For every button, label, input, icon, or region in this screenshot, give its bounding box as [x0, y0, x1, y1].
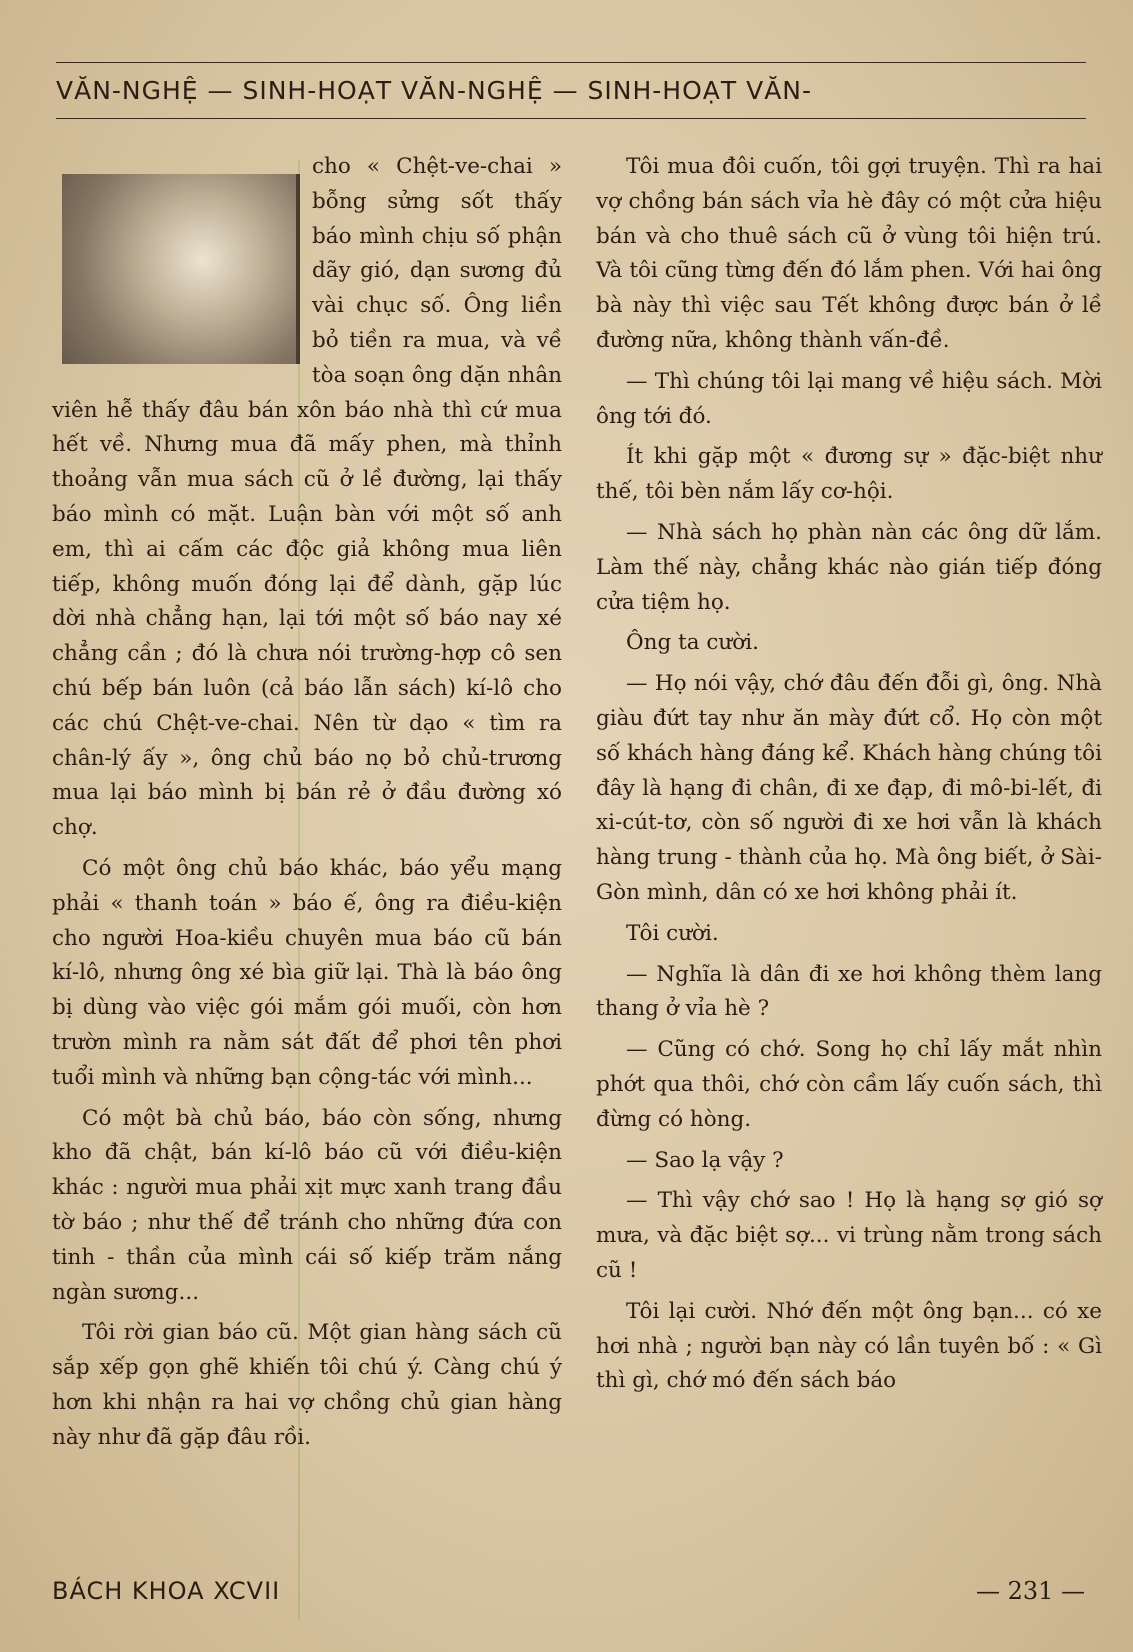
left-paragraph-4: Tôi rời gian báo cũ. Một gian hàng sách cũ sắp xếp gọn ghẽ khiến tôi chú ý. Càng chú ý hơn khi nhận ra hai vợ chồng chủ gian hàng này như đã gặp đâu rồi.	[52, 1320, 562, 1450]
publication-name: BÁCH KHOA XCVII	[52, 1577, 281, 1605]
header-rule	[56, 118, 1086, 119]
left-column	[52, 150, 562, 1455]
right-paragraph-8: — Nghĩa là dân đi xe hơi không thèm lang thang ở vỉa hè ?	[596, 961, 1102, 1022]
right-paragraph-3: Ít khi gặp một « đương sự » đặc-biệt như thế, tôi bèn nắm lấy cơ-hội.	[596, 444, 1102, 505]
right-column	[596, 150, 1102, 1399]
left-paragraph-1: cho « Chệt-ve-chai » bỗng sửng sốt thấy báo mình chịu số phận dãy gió, dạn sương đủ vài chục số. Ông liền bỏ tiền ra mua, và về tòa soạn ông dặn nhân viên hễ thấy đâu bán xôn báo nhà thì cứ mua hết về. Nhưng mua đã mấy phen, mà thỉnh thoảng vẫn mua sách cũ ở lề đường, lại thấy báo mình có mặt. Luận bàn với một số anh em, thì ai cấm các độc giả không mua liên tiếp, không muốn đóng lại để dành, gặp lúc dời nhà chẳng hạn, lại tới một số báo nay xé chẳng cần ; đó là chưa nói trường-hợp cô sen chú bếp bán luôn (cả báo lẫn sách) kí-lô cho các chú Chệt-ve-chai. Nên từ dạo « tìm ra chân-lý ấy », ông chủ báo nọ bỏ chủ-trương mua lại báo mình bị bán rẻ ở đầu đường xó chợ.	[52, 154, 562, 841]
running-header: VĂN-NGHỆ — SINH-HOẠT VĂN-NGHỆ — SINH-HOẠT VĂN-	[56, 76, 813, 105]
left-paragraph-2: Có một ông chủ báo khác, báo yểu mạng phải « thanh toán » báo ế, ông ra điều-kiện cho người Hoa-kiều chuyên mua báo cũ bán kí-lô, nhưng ông xé bìa giữ lại. Thà là báo ông bị dùng vào việc gói mắm gói muối, còn hơn trườn mình ra nằm sát đất để phơi tên phơi tuổi mình và những bạn cộng-tác với mình...	[52, 855, 562, 1090]
right-paragraph-11: — Thì vậy chớ sao ! Họ là hạng sợ gió sợ mưa, và đặc biệt sợ... vi trùng nằm trong sách cũ !	[596, 1188, 1102, 1283]
page-number: — 231 —	[976, 1577, 1086, 1605]
right-paragraph-10: — Sao lạ vậy ?	[626, 1147, 784, 1173]
left-paragraph-3: Có một bà chủ báo, báo còn sống, nhưng kho đã chật, bán kí-lô báo cũ với điều-kiện khác : người mua phải xịt mực xanh trang đầu tờ báo ; như thế để tránh cho những đứa con tinh - thần của mình cái số kiếp trăm nắng ngàn sương...	[52, 1105, 562, 1305]
article-photo	[62, 174, 300, 364]
top-rule	[56, 62, 1086, 63]
right-paragraph-6: — Họ nói vậy, chớ đâu đến đỗi gì, ông. Nhà giàu đứt tay như ăn mày đứt cổ. Họ còn một số khách hàng đáng kể. Khách hàng chúng tôi đây là hạng đi chân, đi xe đạp, đi mô-bi-lết, đi xi-cút-tơ, còn số người đi xe hơi vẫn là khách hàng trung - thành của họ. Mà ông biết, ở Sài-Gòn mình, dân có xe hơi không phải ít.	[596, 671, 1102, 905]
right-paragraph-2: — Thì chúng tôi lại mang về hiệu sách. Mời ông tới đó.	[596, 368, 1102, 429]
right-paragraph-9: — Cũng có chớ. Song họ chỉ lấy mắt nhìn phớt qua thôi, chớ còn cầm lấy cuốn sách, thì đừng có hòng.	[596, 1037, 1102, 1132]
right-paragraph-12: Tôi lại cười. Nhớ đến một ông bạn... có xe hơi nhà ; người bạn này có lần tuyên bố : « Gì thì gì, chớ mó đến sách báo	[596, 1298, 1102, 1394]
right-paragraph-5: Ông ta cười.	[626, 630, 759, 656]
right-paragraph-1: Tôi mua đôi cuốn, tôi gợi truyện. Thì ra hai vợ chồng bán sách vỉa hè đây có một cửa hiệu bán và cho thuê sách cũ ở vùng tôi hiện trú. Và tôi cũng từng đến đó lắm phen. Với hai ông bà này thì việc sau Tết không được bán ở lề đường nữa, không thành vấn-đề.	[596, 154, 1102, 353]
right-paragraph-4: — Nhà sách họ phàn nàn các ông dữ lắm. Làm thế này, chẳng khác nào gián tiếp đóng cửa tiệm họ.	[596, 519, 1102, 615]
right-paragraph-7: Tôi cười.	[626, 920, 719, 946]
